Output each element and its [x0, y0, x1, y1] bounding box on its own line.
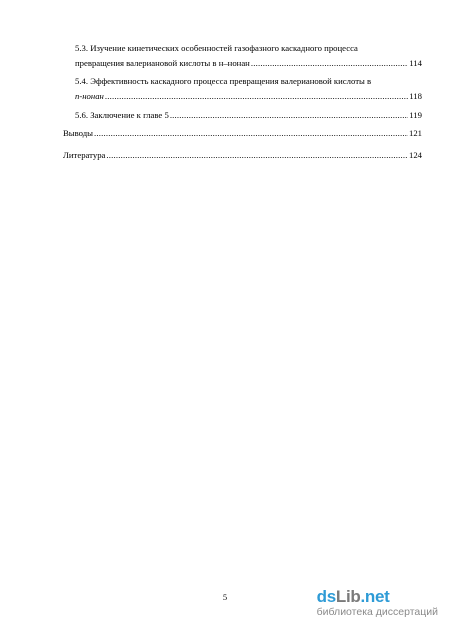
page-number: 5 — [222, 592, 228, 602]
toc-page-number: 118 — [409, 91, 422, 101]
dot-leader — [170, 108, 408, 123]
dot-leader — [94, 126, 408, 141]
toc-page-number: 114 — [409, 58, 422, 68]
toc-entry-title-line: 5.4. Эффективность каскадного процесса превращения валериановой кислоты в — [75, 76, 372, 86]
toc-entry-title-line: Выводы — [63, 128, 94, 138]
dot-leader — [251, 56, 408, 71]
toc-entry[interactable] — [63, 148, 422, 163]
toc-entry-title-line: 5.6. Заключение к главе 5 — [75, 110, 169, 120]
toc-page-number: 124 — [408, 150, 422, 160]
dslib-subtitle: библиотека диссертаций — [316, 606, 438, 618]
toc-entry-title-line: 5.3. Изучение кинетических особенностей газофазного каскадного процесса — [75, 43, 358, 53]
toc-entry[interactable] — [75, 108, 422, 123]
toc-entry[interactable] — [75, 74, 422, 104]
dslib-watermark[interactable] — [317, 588, 438, 619]
toc-page-number: 121 — [408, 128, 422, 138]
dot-leader — [106, 148, 408, 163]
toc-entry-title-line: Литература — [63, 150, 106, 160]
toc-entry-title-line: превращения валериановой кислоты в н–нонан — [75, 58, 250, 68]
dot-leader — [105, 89, 408, 104]
toc-entry[interactable] — [63, 126, 422, 141]
dslib-logo: dsLib.net — [316, 587, 390, 606]
toc-entry-title-line: n-нонан — [75, 91, 104, 101]
toc-page-number: 119 — [409, 110, 422, 120]
toc-entry[interactable] — [75, 41, 422, 71]
